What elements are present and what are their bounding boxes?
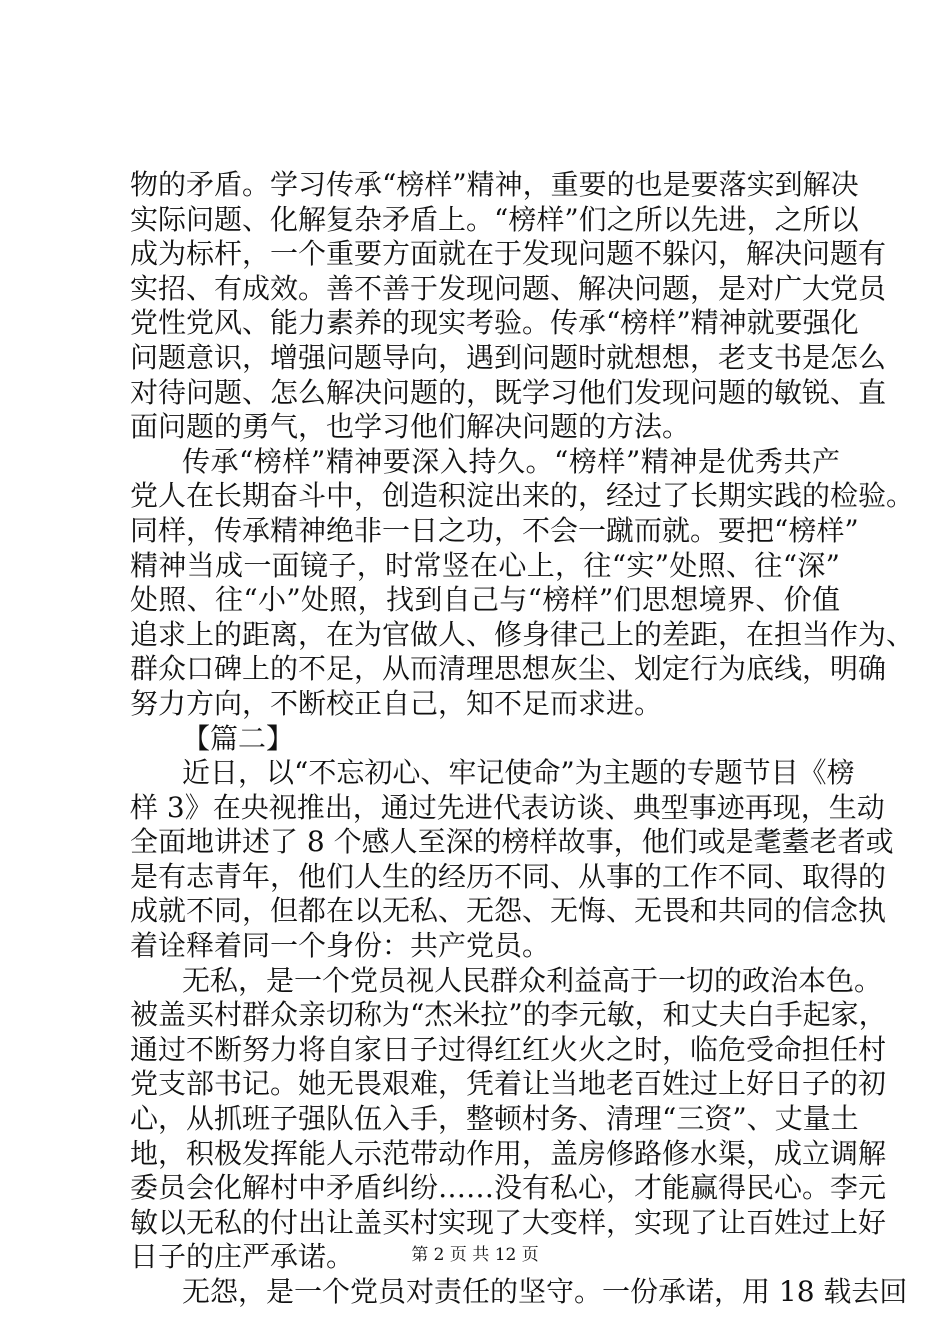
text-line: 问题意识，增强问题导向，遇到问题时就想想，老支书是怎么 (130, 340, 887, 374)
text-line: 着诠释着同一个身份：共产党员。 (130, 929, 551, 963)
text-line: 党人在长期奋斗中，创造积淀出来的，经过了长期实践的检验。 (130, 479, 915, 513)
text-line: 面问题的勇气，也学习他们解决问题的方法。 (130, 410, 691, 444)
text-line: 传承“榜样”精神要深入持久。“榜样”精神是优秀共产 (182, 444, 840, 478)
text-line: 被盖买村群众亲切称为“杰米拉”的李元敏，和丈夫白手起家， (130, 998, 887, 1032)
text-line: 委员会化解村中矛盾纠纷……没有私心，才能赢得民心。李元 (130, 1171, 887, 1205)
text-line: 心，从抓班子强队伍入手，整顿村务、清理“三资”、丈量土 (130, 1102, 859, 1136)
document-body (130, 168, 915, 1310)
text-line: 物的矛盾。学习传承“榜样”精神，重要的也是要落实到解决 (130, 168, 859, 201)
text-line: 近日，以“不忘初心、牢记使命”为主题的专题节目《榜 (182, 756, 855, 790)
text-line: 敏以无私的付出让盖买村实现了大变样，实现了让百姓过上好 (130, 1205, 887, 1239)
text-line: 精神当成一面镜子，时常竖在心上，往“实”处照、往“深” (130, 548, 840, 582)
text-line: 成为标杆，一个重要方面就在于发现问题不躲闪，解决问题有 (130, 237, 887, 271)
text-line: 努力方向，不断校正自己，知不足而求进。 (130, 686, 663, 720)
text-line: 成就不同，但都在以无私、无怨、无悔、无畏和共同的信念执 (130, 894, 887, 928)
text-line: 处照、往“小”处照，找到自己与“榜样”们思想境界、价值 (130, 583, 840, 617)
text-line: 无怨，是一个党员对责任的坚守。一份承诺，用 18 载去回 (182, 1275, 908, 1308)
text-line: 实招、有成效。善不善于发现问题、解决问题，是对广大党员 (130, 271, 887, 305)
text-line: 【篇二】 (182, 721, 295, 755)
text-line: 追求上的距离，在为官做人、修身律己上的差距，在担当作为、 (130, 617, 915, 651)
text-line: 样 3》在央视推出，通过先进代表访谈、典型事迹再现，生动 (130, 790, 885, 824)
text-line: 是有志青年，他们人生的经历不同、从事的工作不同、取得的 (130, 859, 887, 893)
text-line: 党支部书记。她无畏艰难，凭着让当地老百姓过上好日子的初 (130, 1067, 887, 1101)
text-line: 群众口碑上的不足，从而清理思想灰尘、划定行为底线，明确 (130, 652, 887, 686)
text-line: 地，积极发挥能人示范带动作用，盖房修路修水渠，成立调解 (130, 1136, 887, 1170)
text-line: 实际问题、化解复杂矛盾上。“榜样”们之所以先进，之所以 (130, 202, 859, 236)
text-line: 全面地讲述了 8 个感人至深的榜样故事，他们或是耄耋老者或 (130, 825, 894, 859)
text-line: 同样，传承精神绝非一日之功，不会一蹴而就。要把“榜样” (130, 513, 859, 547)
text-line: 党性党风、能力素养的现实考验。传承“榜样”精神就要强化 (130, 306, 859, 340)
text-line: 日子的庄严承诺。 (130, 1240, 355, 1274)
text-line: 无私，是一个党员视人民群众利益高于一切的政治本色。 (182, 963, 883, 997)
text-line: 对待问题、怎么解决问题的，既学习他们发现问题的敏锐、直 (130, 375, 887, 409)
page-footer: 第 2 页 共 12 页 (411, 1245, 539, 1265)
text-line: 通过不断努力将自家日子过得红红火火之时，临危受命担任村 (130, 1032, 887, 1066)
